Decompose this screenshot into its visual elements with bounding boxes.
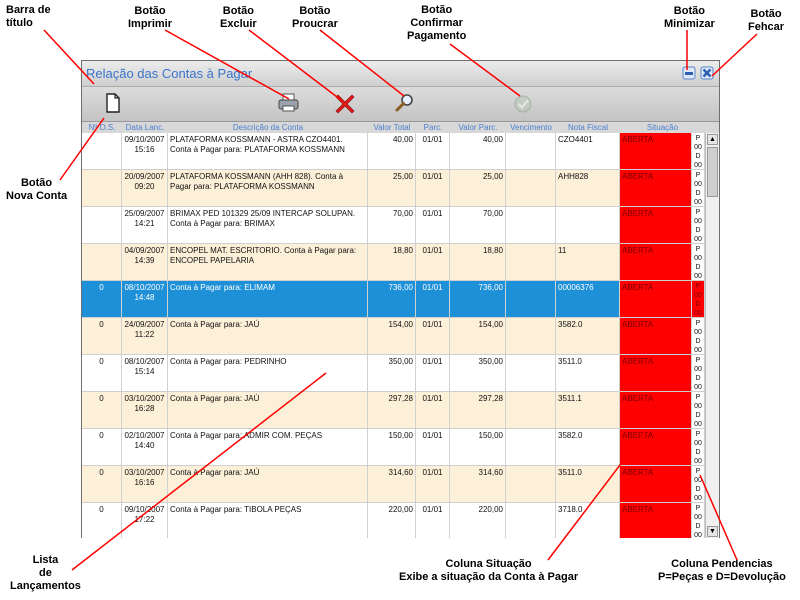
cell-data: 09/10/2007 15:16 — [122, 133, 168, 169]
cell-vencimento — [506, 466, 556, 502]
cell-nota-fiscal: 3582.0 — [556, 318, 620, 354]
cell-os — [82, 133, 122, 169]
col-header-nota-fiscal[interactable]: Nota Fiscal — [567, 123, 608, 132]
close-button[interactable] — [700, 66, 714, 80]
minimize-icon — [682, 66, 696, 80]
cell-nota-fiscal: 11 — [556, 244, 620, 280]
col-header-vencimento[interactable]: Vencimento — [510, 123, 552, 132]
annotation-situacao: Coluna Situação Exibe a situação da Conta à Pagar — [399, 558, 579, 583]
cell-parc: 01/01 — [416, 392, 450, 428]
scroll-down-arrow-icon[interactable]: ▼ — [707, 526, 718, 537]
cell-vencimento — [506, 318, 556, 354]
table-row[interactable] — [82, 466, 705, 503]
cell-vencimento — [506, 429, 556, 465]
cell-pendencias: P 00 D 00 — [692, 133, 705, 169]
confirm-payment-button[interactable] — [511, 91, 535, 115]
cell-valor-parc: 154,00 — [450, 318, 506, 354]
cell-valor-parc: 314,60 — [450, 466, 506, 502]
cell-parc: 01/01 — [416, 281, 450, 317]
cell-descricao: Conta à Pagar para: PEDRINHO — [168, 355, 368, 391]
vertical-scrollbar[interactable] — [705, 133, 719, 538]
cell-nota-fiscal: AHH828 — [556, 170, 620, 206]
cell-parc: 01/01 — [416, 355, 450, 391]
annotation-fechar: Botão Fehcar — [748, 8, 785, 33]
delete-button[interactable] — [333, 91, 357, 115]
contas-pagar-window — [81, 60, 720, 538]
cell-nota-fiscal: 3718.0 — [556, 503, 620, 538]
table-row[interactable] — [82, 133, 705, 170]
col-header-parc[interactable]: Parc. — [423, 123, 443, 132]
cell-data: 25/09/2007 14:21 — [122, 207, 168, 243]
cell-situacao: ABERTA — [620, 207, 692, 243]
cell-os: 0 — [82, 503, 122, 538]
annotation-imprimir: Botão Imprimir — [128, 5, 173, 30]
cell-descricao: Conta à Pagar para: JAÚ — [168, 466, 368, 502]
cell-situacao: ABERTA — [620, 133, 692, 169]
cell-os: 0 — [82, 281, 122, 317]
cell-valor-total: 314,60 — [368, 466, 416, 502]
cell-valor-parc: 350,00 — [450, 355, 506, 391]
new-document-icon — [101, 91, 125, 115]
table-row[interactable] — [82, 170, 705, 207]
cell-descricao: Conta à Pagar para: TIBOLA PEÇAS — [168, 503, 368, 538]
cell-nota-fiscal: 3511.0 — [556, 466, 620, 502]
cell-situacao: ABERTA — [620, 503, 692, 538]
cell-nota-fiscal: 3511.1 — [556, 392, 620, 428]
cell-descricao: PLATAFORMA KOSSMANN (AHH 828). Conta à Pagar para: PLATAFORMA KOSSMANN — [168, 170, 368, 206]
cell-parc: 01/01 — [416, 466, 450, 502]
cell-os — [82, 170, 122, 206]
cell-valor-parc: 736,00 — [450, 281, 506, 317]
cell-situacao: ABERTA — [620, 244, 692, 280]
col-header-data[interactable]: Data Lanc. — [125, 123, 165, 132]
window-title: Relação das Contas à Pagar — [86, 66, 253, 81]
cell-parc: 01/01 — [416, 170, 450, 206]
cell-situacao: ABERTA — [620, 429, 692, 465]
cell-situacao: ABERTA — [620, 466, 692, 502]
cell-vencimento — [506, 503, 556, 538]
table-row[interactable] — [82, 318, 705, 355]
cell-valor-total: 25,00 — [368, 170, 416, 206]
col-header-os[interactable]: Nº O.S. — [88, 123, 116, 132]
table-row[interactable] — [82, 207, 705, 244]
table-row[interactable] — [82, 244, 705, 281]
toolbar — [82, 87, 719, 122]
cell-pendencias: P 00 D 00 — [692, 429, 705, 465]
cell-pendencias: P 00 D 00 — [692, 207, 705, 243]
cell-valor-parc: 150,00 — [450, 429, 506, 465]
check-icon — [511, 91, 535, 115]
cell-situacao: ABERTA — [620, 318, 692, 354]
cell-valor-total: 220,00 — [368, 503, 416, 538]
red-x-icon — [333, 91, 357, 115]
cell-valor-total: 40,00 — [368, 133, 416, 169]
col-header-valor-parc[interactable]: Valor Parc. — [458, 123, 498, 132]
cell-situacao: ABERTA — [620, 170, 692, 206]
cell-situacao: ABERTA — [620, 281, 692, 317]
cell-parc: 01/01 — [416, 244, 450, 280]
col-header-descricao[interactable]: Descrição da Conta — [232, 123, 304, 132]
cell-vencimento — [506, 392, 556, 428]
annotation-excluir: Botão Excluir — [220, 5, 257, 30]
lancamentos-list[interactable] — [82, 133, 705, 538]
cell-parc: 01/01 — [416, 207, 450, 243]
col-header-situacao[interactable]: Situação — [646, 123, 679, 132]
cell-data: 09/10/2007 17:22 — [122, 503, 168, 538]
cell-descricao: Conta à Pagar para: JAÚ — [168, 318, 368, 354]
annotation-pendencias: Coluna Pendencias P=Peças e D=Devolução — [658, 558, 786, 583]
cell-valor-parc: 220,00 — [450, 503, 506, 538]
scroll-thumb[interactable] — [707, 147, 718, 197]
cell-situacao: ABERTA — [620, 355, 692, 391]
annotation-barra-titulo: Barra de título — [6, 4, 51, 29]
cell-os: 0 — [82, 429, 122, 465]
cell-nota-fiscal: 3511.0 — [556, 355, 620, 391]
cell-nota-fiscal: CZO4401 — [556, 133, 620, 169]
cell-pendencias: P 00 D 00 — [692, 170, 705, 206]
cell-parc: 01/01 — [416, 429, 450, 465]
table-row[interactable] — [82, 281, 705, 318]
cell-data: 04/09/2007 14:39 — [122, 244, 168, 280]
annotation-confirmar: Botão Confirmar Pagamento — [407, 4, 467, 42]
cell-valor-parc: 25,00 — [450, 170, 506, 206]
cell-vencimento — [506, 133, 556, 169]
printer-icon — [277, 91, 301, 115]
cell-pendencias: P 00 D 00 — [692, 281, 705, 317]
cell-data: 08/10/2007 14:48 — [122, 281, 168, 317]
annotation-procurar: Botão Proucrar — [292, 5, 338, 30]
cell-valor-total: 736,00 — [368, 281, 416, 317]
cell-pendencias: P 00 D 00 — [692, 244, 705, 280]
cell-vencimento — [506, 170, 556, 206]
cell-valor-parc: 18,80 — [450, 244, 506, 280]
cell-valor-total: 18,80 — [368, 244, 416, 280]
cell-nota-fiscal — [556, 207, 620, 243]
cell-data: 03/10/2007 16:16 — [122, 466, 168, 502]
scroll-up-arrow-icon[interactable]: ▲ — [707, 134, 718, 145]
cell-pendencias: P 00 D 00 — [692, 355, 705, 391]
cell-vencimento — [506, 207, 556, 243]
cell-valor-total: 297,28 — [368, 392, 416, 428]
minimize-button[interactable] — [682, 66, 696, 80]
cell-descricao: ENCOPEL MAT. ESCRITORIO. Conta à Pagar para: ENCOPEL PAPELARIA — [168, 244, 368, 280]
annotation-lista: Lista de Lançamentos — [10, 554, 81, 592]
cell-pendencias: P 00 D 00 — [692, 392, 705, 428]
cell-valor-parc: 70,00 — [450, 207, 506, 243]
close-icon — [700, 66, 714, 80]
cell-pendencias: P 00 D 00 — [692, 318, 705, 354]
col-header-valor-total[interactable]: Valor Total — [373, 123, 411, 132]
cell-valor-total: 70,00 — [368, 207, 416, 243]
cell-valor-parc: 297,28 — [450, 392, 506, 428]
grid-header — [82, 122, 705, 133]
print-button[interactable] — [277, 91, 301, 115]
cell-data: 03/10/2007 16:28 — [122, 392, 168, 428]
cell-descricao: Conta à Pagar para: ELIMAM — [168, 281, 368, 317]
cell-os — [82, 207, 122, 243]
annotation-minimizar: Botão Minimizar — [664, 5, 715, 30]
cell-pendencias: P 00 D 00 — [692, 466, 705, 502]
cell-parc: 01/01 — [416, 133, 450, 169]
cell-nota-fiscal: 3582.0 — [556, 429, 620, 465]
cell-valor-total: 154,00 — [368, 318, 416, 354]
cell-descricao: PLATAFORMA KOSSMANN - ASTRA CZO4401. Conta à Pagar para: PLATAFORMA KOSSMANN — [168, 133, 368, 169]
title-bar[interactable] — [82, 61, 719, 87]
cell-descricao: Conta à Pagar para: ADMIR COM. PEÇAS — [168, 429, 368, 465]
cell-os: 0 — [82, 466, 122, 502]
magnifier-icon — [392, 91, 416, 115]
table-row[interactable] — [82, 503, 705, 538]
cell-descricao: Conta à Pagar para: JAÚ — [168, 392, 368, 428]
cell-vencimento — [506, 281, 556, 317]
cell-data: 24/09/2007 11:22 — [122, 318, 168, 354]
cell-data: 20/09/2007 09:20 — [122, 170, 168, 206]
cell-os: 0 — [82, 392, 122, 428]
search-button[interactable] — [392, 91, 416, 115]
new-account-button[interactable] — [101, 91, 125, 115]
cell-os — [82, 244, 122, 280]
cell-parc: 01/01 — [416, 318, 450, 354]
annotation-nova-conta: Botão Nova Conta — [6, 177, 68, 202]
cell-nota-fiscal: 00006376 — [556, 281, 620, 317]
cell-data: 02/10/2007 14:40 — [122, 429, 168, 465]
table-row[interactable] — [82, 392, 705, 429]
cell-os: 0 — [82, 355, 122, 391]
cell-vencimento — [506, 355, 556, 391]
cell-situacao: ABERTA — [620, 392, 692, 428]
cell-valor-total: 350,00 — [368, 355, 416, 391]
cell-data: 08/10/2007 15:14 — [122, 355, 168, 391]
cell-os: 0 — [82, 318, 122, 354]
cell-pendencias: P 00 D 00 — [692, 503, 705, 538]
table-row[interactable] — [82, 429, 705, 466]
cell-valor-total: 150,00 — [368, 429, 416, 465]
cell-vencimento — [506, 244, 556, 280]
cell-descricao: BRIMAX PED 101329 25/09 INTERCAP SOLUPAN. Conta à Pagar para: BRIMAX — [168, 207, 368, 243]
table-row[interactable] — [82, 355, 705, 392]
cell-valor-parc: 40,00 — [450, 133, 506, 169]
cell-parc: 01/01 — [416, 503, 450, 538]
